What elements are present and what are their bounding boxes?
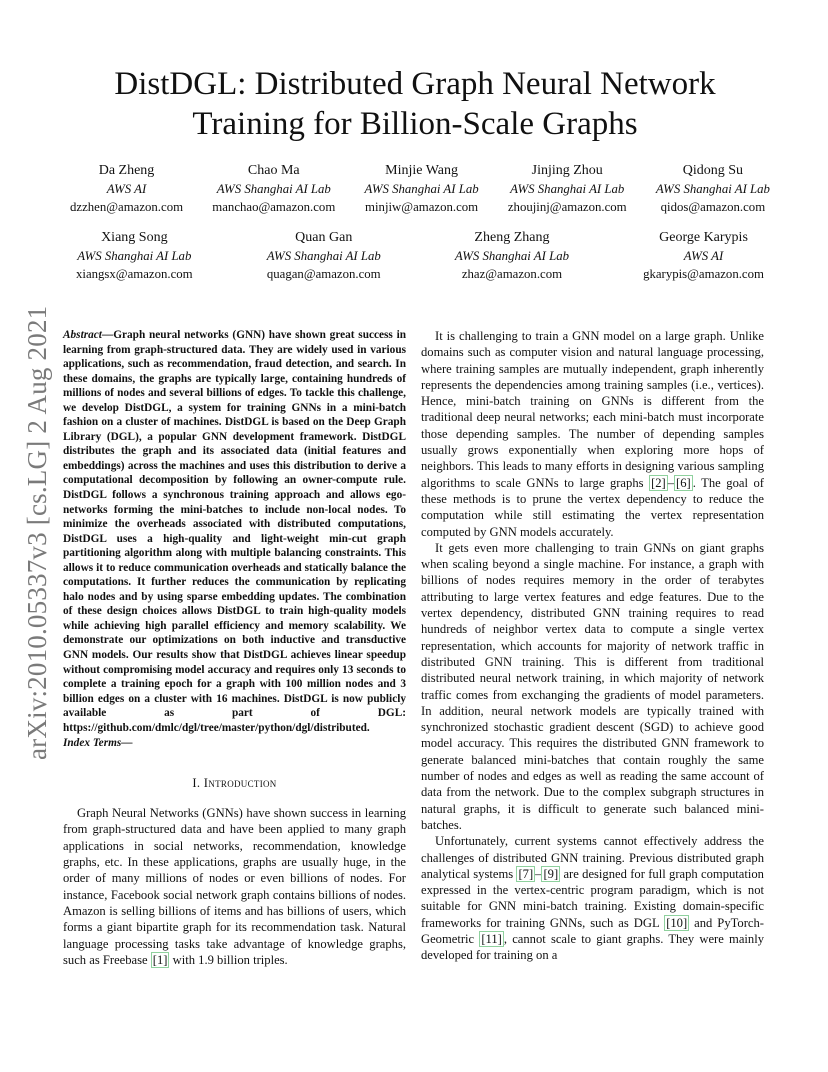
paragraph-text: Unfortunately, current systems cannot effectively address the challenges of distributed GNN training. Previous distributed graph analytical systems bbox=[421, 834, 764, 881]
author-name: Da Zheng bbox=[98, 163, 155, 178]
paragraph-text: It is challenging to train a GNN model on a large graph. Unlike domains such as computer vision and natural language processing, where training samples are mutually independent, graph inherently represents the dependencies among training samples (i.e., vertices). Hence, mini-batch training on GNNs is different from the traditional deep neural networks; each mini-batch must incorporate those depending samples. The number of depending samples usually grows exponentially when exploring more hops of neighbors. This leads to many efforts in designing various sampling algorithms to scale GNNs to large graphs bbox=[421, 329, 764, 490]
author-affiliation: AWS Shanghai AI Lab bbox=[655, 182, 770, 196]
paragraph-text: Graph Neural Networks (GNNs) have shown success in learning from graph-structured data and have been applied to many graph applications in social networks, recommendation, knowledge graphs, etc. In these applications, graphs are usually huge, in the order of many millions of nodes or even billions of nodes. For instance, Facebook social network graph contains billions of nodes. Amazon is selling billions of items and has billions of users, which forms a giant bipartite graph for its recommendation task. Natural language processing tasks take advantage of knowledge graphs, such as Freebase bbox=[63, 806, 406, 967]
author-affiliation: AWS Shanghai AI Lab bbox=[454, 249, 569, 263]
author-name: Jinjing Zhou bbox=[531, 163, 603, 178]
author-name: Minjie Wang bbox=[385, 163, 459, 178]
section-title: Introduction bbox=[203, 775, 277, 790]
abstract-label: Abstract bbox=[63, 329, 102, 341]
paragraph-text: . The goal of these methods is to prune the vertex dependency to reduce the computation while still estimating the vertex representation computed by GNN models accurately. bbox=[421, 475, 765, 539]
author-email: quagan@amazon.com bbox=[266, 267, 381, 281]
body-paragraph bbox=[421, 833, 764, 963]
author-email: dzzhen@amazon.com bbox=[70, 200, 184, 214]
author-name: Chao Ma bbox=[247, 163, 300, 178]
citation-range-dash: – bbox=[535, 866, 542, 881]
author-affiliation: AWS Shanghai AI Lab bbox=[510, 182, 625, 196]
author-block bbox=[70, 162, 770, 283]
section-heading bbox=[63, 775, 406, 791]
author-card bbox=[70, 162, 183, 216]
author-card bbox=[267, 229, 381, 283]
citation-link[interactable]: [2] bbox=[651, 475, 666, 490]
author-affiliation: AWS Shanghai AI Lab bbox=[266, 249, 381, 263]
author-name: Xiang Song bbox=[101, 230, 168, 245]
citation-link[interactable]: [9] bbox=[543, 866, 559, 881]
paragraph-text: are designed for full graph computation expressed in the vertex-centric program paradigm, which is not suitable for GNN mini-batch training. Existing domain-specific frameworks for training GNNs, such as DGL bbox=[421, 866, 764, 930]
paragraph-text: and PyTorch-Geometric bbox=[421, 915, 764, 946]
author-card bbox=[656, 162, 770, 216]
citation-link[interactable]: [10] bbox=[666, 915, 688, 930]
author-email: manchao@amazon.com bbox=[212, 200, 336, 214]
author-row-2 bbox=[70, 229, 770, 283]
index-terms: Index Terms— bbox=[63, 737, 133, 750]
author-card bbox=[455, 229, 569, 283]
author-email: minjiw@amazon.com bbox=[365, 200, 479, 214]
citation-link[interactable]: [11] bbox=[481, 931, 502, 946]
left-column bbox=[63, 328, 406, 968]
author-name: Qidong Su bbox=[682, 163, 744, 178]
arxiv-identifier: arXiv:2010.05337v3 [cs.LG] 2 Aug 2021 bbox=[22, 305, 52, 760]
author-affiliation: AWS AI bbox=[106, 182, 147, 196]
author-affiliation: AWS Shanghai AI Lab bbox=[216, 182, 331, 196]
author-row-1 bbox=[70, 162, 770, 216]
abstract bbox=[63, 328, 406, 735]
citation-link[interactable]: [1] bbox=[152, 952, 168, 967]
paragraph-text: with 1.9 billion triples. bbox=[169, 952, 288, 967]
author-name: George Karypis bbox=[659, 230, 748, 245]
author-email: zhaz@amazon.com bbox=[461, 267, 563, 281]
author-card bbox=[508, 162, 627, 216]
author-affiliation: AWS AI bbox=[683, 249, 724, 263]
abstract-dash: — bbox=[101, 329, 114, 341]
author-email: gkarypis@amazon.com bbox=[643, 267, 764, 281]
author-card bbox=[365, 162, 479, 216]
paragraph-text: , cannot scale to giant graphs. They were mainly developed for training on a bbox=[421, 931, 765, 963]
author-affiliation: AWS Shanghai AI Lab bbox=[77, 249, 192, 263]
author-card bbox=[643, 229, 764, 283]
author-card bbox=[212, 162, 335, 216]
citation-range-dash: – bbox=[667, 475, 675, 490]
author-card bbox=[76, 229, 193, 283]
author-email: qidos@amazon.com bbox=[660, 200, 766, 214]
intro-paragraph bbox=[63, 805, 406, 968]
author-name: Quan Gan bbox=[295, 230, 353, 245]
body-paragraph bbox=[421, 328, 764, 540]
paper-title: DistDGL: Distributed Graph Neural Network Training for Billion-Scale Graphs bbox=[114, 66, 716, 142]
right-column bbox=[421, 328, 764, 964]
citation-link[interactable]: [6] bbox=[676, 475, 691, 490]
author-affiliation: AWS Shanghai AI Lab bbox=[364, 182, 479, 196]
author-email: zhoujinj@amazon.com bbox=[507, 200, 627, 214]
author-name: Zheng Zhang bbox=[474, 230, 550, 245]
section-number: I. bbox=[192, 775, 201, 790]
body-paragraph: It gets even more challenging to train GNNs on giant graphs when scaling beyond a single machine. For instance, a graph with billions of nodes requires memory in the order of terabytes attributing to large vertex features and edge features. Due to the vertex dependency, distributed GNN training requires to read hundreds of neighbor vertex data to compute a single vertex representation, which accounts for majority of network traffic in distributed GNN training. This is different from traditional distributed neural network training, in which majority of network traffic comes from exchanging the gradients of model parameters. In addition, neural network models are typically trained with synchronized stochastic gradient descent (SGD) to achieve good model accuracy. This requires the distributed GNN framework to generate balanced mini-batches that contain roughly the same number of nodes and edges as well as reading the same account of data from the network. Due to the complex subgraph structures in natural graphs, it is difficult to generate such balanced mini-batches. bbox=[421, 540, 764, 832]
abstract-text: Graph neural networks (GNN) have shown great success in learning from graph-structured data. They are widely used in various applications, such as recommendation, fraud detection, and search. In these domains, the graphs are typically large, containing hundreds of millions of nodes and several billions of edges. To tackle this challenge, we develop DistDGL, a system for training GNNs in a mini-batch fashion on a cluster of machines. DistDGL is based on the Deep Graph Library (DGL), a popular GNN development framework. DistDGL distributes the graph and its associated data (initial features and embeddings) across the machines and uses this distribution to derive a computational decomposition by following an owner-compute rule. DistDGL follows a synchronous training approach and allows ego-networks forming the mini-batches to include non-local nodes. To minimize the overheads associated with distributed computations, DistDGL uses a high-quality and light-weight min-cut graph partitioning algorithm along with multiple balancing constraints. This allows it to reduce communication overheads and statically balance the computations. It further reduces the communication by replicating halo nodes and by using sparse embedding updates. The combination of these design choices allows DistDGL to train high-quality models while achieving high parallel efficiency and memory scalability. We demonstrate our optimizations on both inductive and transductive GNN models. Our results show that DistDGL achieves linear speedup without compromising model accuracy and requires only 13 seconds to complete a training epoch for a graph with 100 million nodes and 3 billion edges on a cluster with 16 machines. DistDGL is now publicly available as part of DGL: https://github.com/dmlc/dgl/tree/master/python/dgl/distributed. bbox=[63, 329, 406, 734]
citation-link[interactable]: [7] bbox=[518, 866, 534, 881]
author-email: xiangsx@amazon.com bbox=[76, 267, 193, 281]
